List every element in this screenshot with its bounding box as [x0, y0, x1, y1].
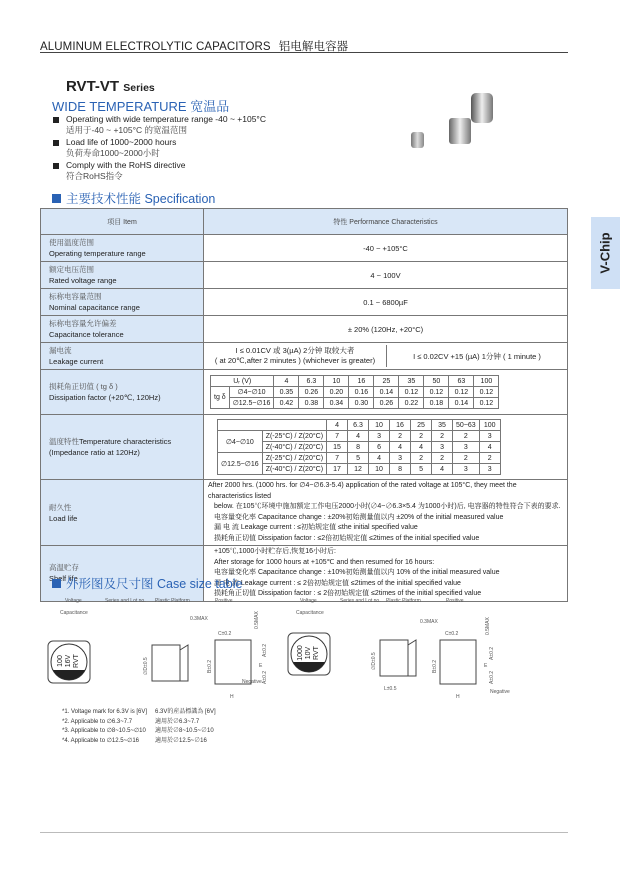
feature-cn: 负荷寿命1000~2000小时: [66, 148, 160, 158]
feature-cn: 适用于-40 ~ +105°C 的宽温范围: [66, 125, 188, 135]
table-row: [218, 431, 501, 442]
case-diagrams: [40, 595, 540, 705]
table-cell: 3: [432, 442, 453, 453]
row-label-cn: 耐久性: [49, 502, 72, 512]
row-label-cn: 额定电压范围: [49, 265, 94, 274]
table-cell: 3: [479, 431, 500, 442]
label-voltage: Voltage: [65, 598, 82, 604]
table-cell: 2: [453, 453, 480, 464]
row-value: 4 ~ 100V: [204, 262, 568, 289]
product-photo: [405, 90, 490, 155]
label-h: H: [230, 694, 234, 700]
table-cell: ∅12.5~∅16: [218, 453, 263, 475]
label-05max: 0.5MAX: [254, 611, 260, 629]
table-row: [211, 398, 499, 409]
table-cell: 35: [432, 420, 453, 431]
label-d: ∅D±0.5: [143, 657, 149, 675]
label-capacitance: Capacitance: [60, 610, 88, 616]
table-cell: 0.30: [349, 398, 374, 409]
table-cell: 10: [369, 464, 390, 475]
life-line: 电容量变化率 Capacitance change : ±10%初始测量值以内 10% of the initial measured value: [214, 569, 500, 576]
table-cell: Z(-25°C) / Z(20°C): [262, 431, 326, 442]
table-cell: 3: [390, 453, 411, 464]
shelf-life-text: [204, 546, 568, 602]
note: *1. Voltage mark for 6.3V is [6V]: [62, 709, 148, 715]
dissipation-row: [41, 370, 568, 415]
table-cell: 0.38: [299, 398, 324, 409]
label-e: E: [484, 663, 488, 669]
capacitor-image: [471, 93, 493, 123]
table-cell: 4: [411, 442, 432, 453]
label-03max: 0.3MAX: [420, 619, 438, 625]
table-cell: 0.12: [474, 398, 499, 409]
table-cell: 50~63: [453, 420, 480, 431]
feature-en: Operating with wide temperature range -40 ~ +105°C: [66, 114, 266, 124]
feature-list: [52, 114, 266, 183]
row-label-en: Capacitance tolerance: [49, 330, 124, 339]
table-cell: 50: [424, 376, 449, 387]
dissipation-table: [210, 375, 499, 409]
table-row: [41, 289, 568, 316]
label-c: C±0.2: [218, 631, 232, 637]
table-cell: 0.26: [374, 398, 399, 409]
table-cell: 0.42: [274, 398, 299, 409]
label-b: B±0.2: [207, 659, 213, 673]
diagram-large: [288, 598, 510, 700]
label-a: A±0.2: [262, 670, 268, 684]
series-title: [66, 78, 155, 95]
table-cell: 25: [374, 376, 399, 387]
table-cell: 3: [479, 464, 500, 475]
label-series-lot: Series and Lot no.: [105, 598, 146, 604]
table-cell: 3: [453, 442, 480, 453]
row-label-en: Nominal capacitance range: [49, 303, 140, 312]
label-a: A±0.2: [262, 643, 268, 657]
table-cell: Z(-25°C) / Z(20°C): [262, 453, 326, 464]
feature-en: Comply with the RoHS directive: [66, 160, 186, 170]
row-label-cn: 漏电流: [49, 346, 72, 355]
label-series-lot: Series and Lot no.: [340, 598, 381, 604]
row-label-cn: 高温贮存: [49, 563, 79, 573]
label-h: H: [456, 694, 460, 700]
notes-en: [62, 708, 147, 746]
notes-cn: [155, 708, 216, 746]
table-cell: 0.20: [324, 387, 349, 398]
row-value: 0.1 ~ 6800µF: [204, 289, 568, 316]
table-cell: 0.12: [399, 387, 424, 398]
row-label-cn: 使用温度范围: [49, 238, 94, 247]
life-line: 漏 电 流 Leakage current : ≤初始规定值 ≤the initial specified value: [214, 524, 418, 531]
life-line: After storage for 1000 hours at +105℃ and then resumed for 16 hours:: [214, 558, 435, 566]
label-b: B±0.2: [432, 659, 438, 673]
label-positive: Positive: [215, 598, 233, 604]
table-row: [211, 376, 499, 387]
leakage-left-1: I ≤ 0.01CV 或 3(µA) 2分钟 取较大者: [235, 346, 355, 355]
row-label-en: Operating temperature range: [49, 249, 146, 258]
table-cell: [218, 420, 327, 431]
label-plastic: Plastic Platform: [386, 598, 421, 604]
row-label-cn: 标称电容量范围: [49, 292, 102, 301]
table-cell: 4: [432, 464, 453, 475]
table-cell: 2: [432, 453, 453, 464]
table-cell: 0.12: [424, 387, 449, 398]
series-suffix: Series: [123, 82, 155, 94]
row-label-cn: 标称电容量允许偏差: [49, 319, 117, 328]
table-cell: Uᵣ (V): [211, 376, 274, 387]
label-03max: 0.3MAX: [190, 616, 208, 622]
col-performance: 特性 Performance Characteristics: [204, 209, 568, 235]
table-cell: ∅4~∅10: [229, 387, 274, 398]
label-a: A±0.2: [489, 646, 495, 660]
capacitor-image: [449, 118, 471, 144]
table-cell: 8: [390, 464, 411, 475]
table-cell: 3: [453, 464, 480, 475]
row-label-en: Load life: [49, 513, 78, 523]
cap-marking: 1000: [297, 645, 304, 661]
table-row: [218, 420, 501, 431]
row-label-en: Dissipation factor (+20℃, 120Hz): [49, 393, 161, 402]
label-positive: Positive: [446, 598, 464, 604]
table-cell: 0.18: [424, 398, 449, 409]
feature-item: [52, 160, 266, 182]
table-cell: 4: [479, 442, 500, 453]
table-cell: 7: [327, 431, 348, 442]
table-cell: 2: [479, 453, 500, 464]
table-cell: 2: [390, 431, 411, 442]
note: *3. Applicable to ∅8~10.5~∅10: [62, 728, 146, 734]
table-cell: 16: [349, 376, 374, 387]
spec-table: [40, 208, 568, 602]
label-negative: Negative: [242, 679, 262, 685]
table-cell: 4: [274, 376, 299, 387]
table-cell: ∅4~∅10: [218, 431, 263, 453]
label-d: ∅D±0.5: [371, 652, 377, 670]
table-cell: 10: [369, 420, 390, 431]
label-voltage: Voltage: [300, 598, 317, 604]
table-cell: 4: [369, 453, 390, 464]
table-cell: 17: [327, 464, 348, 475]
header-title-cn: 铝电解电容器: [278, 41, 349, 53]
table-cell: Z(-40°C) / Z(20°C): [262, 442, 326, 453]
label-negative: Negative: [490, 689, 510, 695]
note: 適用於∅8~10.5~∅10: [155, 728, 214, 734]
table-cell: 0.35: [274, 387, 299, 398]
label-05max: 0.5MAX: [485, 617, 491, 635]
load-life-text: [204, 480, 568, 546]
table-cell: 100: [479, 420, 500, 431]
table-cell: 7: [327, 453, 348, 464]
table-row: [211, 387, 499, 398]
leakage-left-2: ( at 20℃,after 2 minutes ) (whichever is greater): [214, 356, 376, 365]
table-cell: 15: [327, 442, 348, 453]
table-cell: 100: [474, 376, 499, 387]
table-cell: tg δ: [211, 387, 230, 409]
table-cell: 4: [348, 431, 369, 442]
label-e: E: [259, 663, 263, 669]
row-label-en: Shelf life: [49, 574, 78, 584]
header-title: ALUMINUM ELECTROLYTIC CAPACITORS: [40, 41, 271, 53]
table-cell: 8: [348, 442, 369, 453]
table-row: [218, 453, 501, 464]
case-heading: 外形图及尺寸图 Case size table: [52, 574, 242, 592]
table-cell: 2: [411, 431, 432, 442]
feature-en: Load life of 1000~2000 hours: [66, 137, 177, 147]
series-name: RVT-VT: [66, 78, 120, 95]
row-label-en: Temperature characteristics: [79, 437, 172, 446]
table-cell: 12: [348, 464, 369, 475]
table-cell: 0.14: [449, 398, 474, 409]
label-a: A±0.2: [489, 670, 495, 684]
row-label-en: Rated voltage range: [49, 276, 117, 285]
header-divider: [40, 52, 568, 53]
cap-marking: RVT: [73, 654, 80, 668]
table-cell: Z(-40°C) / Z(20°C): [262, 464, 326, 475]
table-cell: 6.3: [299, 376, 324, 387]
table-cell: 0.16: [349, 387, 374, 398]
feature-item: [52, 114, 266, 136]
note: *4. Applicable to ∅12.5~∅16: [62, 737, 140, 744]
temperature-row: [41, 415, 568, 480]
col-item: 项目 Item: [41, 209, 204, 235]
life-line: +105℃,1000小时贮存后,恢复16小时后:: [214, 548, 336, 555]
table-cell: 2: [453, 431, 480, 442]
table-cell: 5: [411, 464, 432, 475]
table-cell: 4: [390, 442, 411, 453]
diagram-small: [48, 598, 268, 700]
table-cell: 6: [369, 442, 390, 453]
table-cell: 4: [327, 420, 348, 431]
label-l: L±0.5: [384, 686, 397, 692]
cap-marking: 16V: [65, 654, 72, 668]
table-row: [41, 316, 568, 343]
table-cell: 0.26: [299, 387, 324, 398]
row-value: ± 20% (120Hz, +20°C): [204, 316, 568, 343]
table-cell: 0.12: [449, 387, 474, 398]
side-tab-label: V-Chip: [597, 232, 613, 274]
side-tab-vchip: [591, 217, 620, 289]
life-line: 损耗角正切值 Dissipation factor : ≤2倍初始规定值 ≤2times of the initial specified value: [214, 534, 480, 542]
table-row: [41, 235, 568, 262]
life-line: 损耗角正切值 Dissipation factor : ≤ 2倍初始规定值 ≤2times of the initial specified value: [214, 590, 482, 597]
load-life-row: [41, 480, 568, 546]
capacitor-image: [411, 132, 424, 148]
table-cell: 63: [449, 376, 474, 387]
table-cell: 16: [390, 420, 411, 431]
cap-marking: RVT: [313, 646, 320, 660]
table-cell: 6.3: [348, 420, 369, 431]
spec-heading: 主要技术性能 Specification: [52, 189, 215, 207]
note: 適用於∅6.3~7.7: [155, 718, 200, 725]
label-capacitance: Capacitance: [296, 610, 324, 616]
table-cell: 5: [348, 453, 369, 464]
feature-item: [52, 137, 266, 159]
table-cell: ∅12.5~∅16: [229, 398, 274, 409]
leakage-row: [41, 343, 568, 370]
note: *2. Applicable to ∅6.3~7.7: [62, 718, 133, 725]
label-c: C±0.2: [445, 631, 459, 637]
life-line: 电容量变化率 Capacitance change : ±20%初始测量值以内 ±20% of the initial measured value: [214, 513, 504, 521]
row-label-cn: 损耗角正切值 ( tg δ ): [49, 382, 118, 391]
life-line: 漏 电 流 Leakage current : ≤ 2倍初始规定值 ≤2times of the initial specified value: [214, 579, 461, 587]
row-value: -40 ~ +105°C: [204, 235, 568, 262]
row-label-cn: 温度特性: [49, 437, 79, 446]
table-cell: 35: [399, 376, 424, 387]
table-cell: 10: [324, 376, 349, 387]
table-cell: 0.14: [374, 387, 399, 398]
footer-divider: [40, 832, 568, 833]
cap-marking: 10V: [305, 646, 312, 660]
life-line: below. 在105℃环境中施加额定工作电压2000小时(∅4~∅6.3×5.4 为1000小时)后, 电容器的特性符合下表的要求.: [214, 503, 561, 510]
temperature-table: [217, 419, 501, 475]
table-cell: 3: [369, 431, 390, 442]
feature-cn: 符合RoHS指令: [66, 171, 123, 181]
cap-marking: 100: [57, 655, 64, 667]
table-cell: 2: [432, 431, 453, 442]
row-label-en: Leakage current: [49, 357, 104, 366]
category-heading: WIDE TEMPERATURE 宽温品: [52, 99, 230, 114]
table-cell: 2: [411, 453, 432, 464]
table-cell: 25: [411, 420, 432, 431]
leakage-right: I ≤ 0.02CV +15 (µA) 1分钟 ( 1 minute ): [413, 351, 541, 361]
note: 6.3V的産品標識為 [6V]: [155, 709, 216, 715]
note: 適用於∅12.5~∅16: [155, 737, 207, 744]
table-row: [41, 262, 568, 289]
table-cell: 0.34: [324, 398, 349, 409]
life-line: After 2000 hrs. (1000 hrs. for ∅4~∅6.3-5.4) application of the rated voltage at 105°C, they meet the characteristics listed: [208, 482, 517, 500]
row-label-en2: (Impedance ratio at 120Hz): [49, 448, 140, 457]
table-cell: 0.22: [399, 398, 424, 409]
label-plastic: Plastic Platform: [155, 598, 190, 604]
table-cell: 0.12: [474, 387, 499, 398]
